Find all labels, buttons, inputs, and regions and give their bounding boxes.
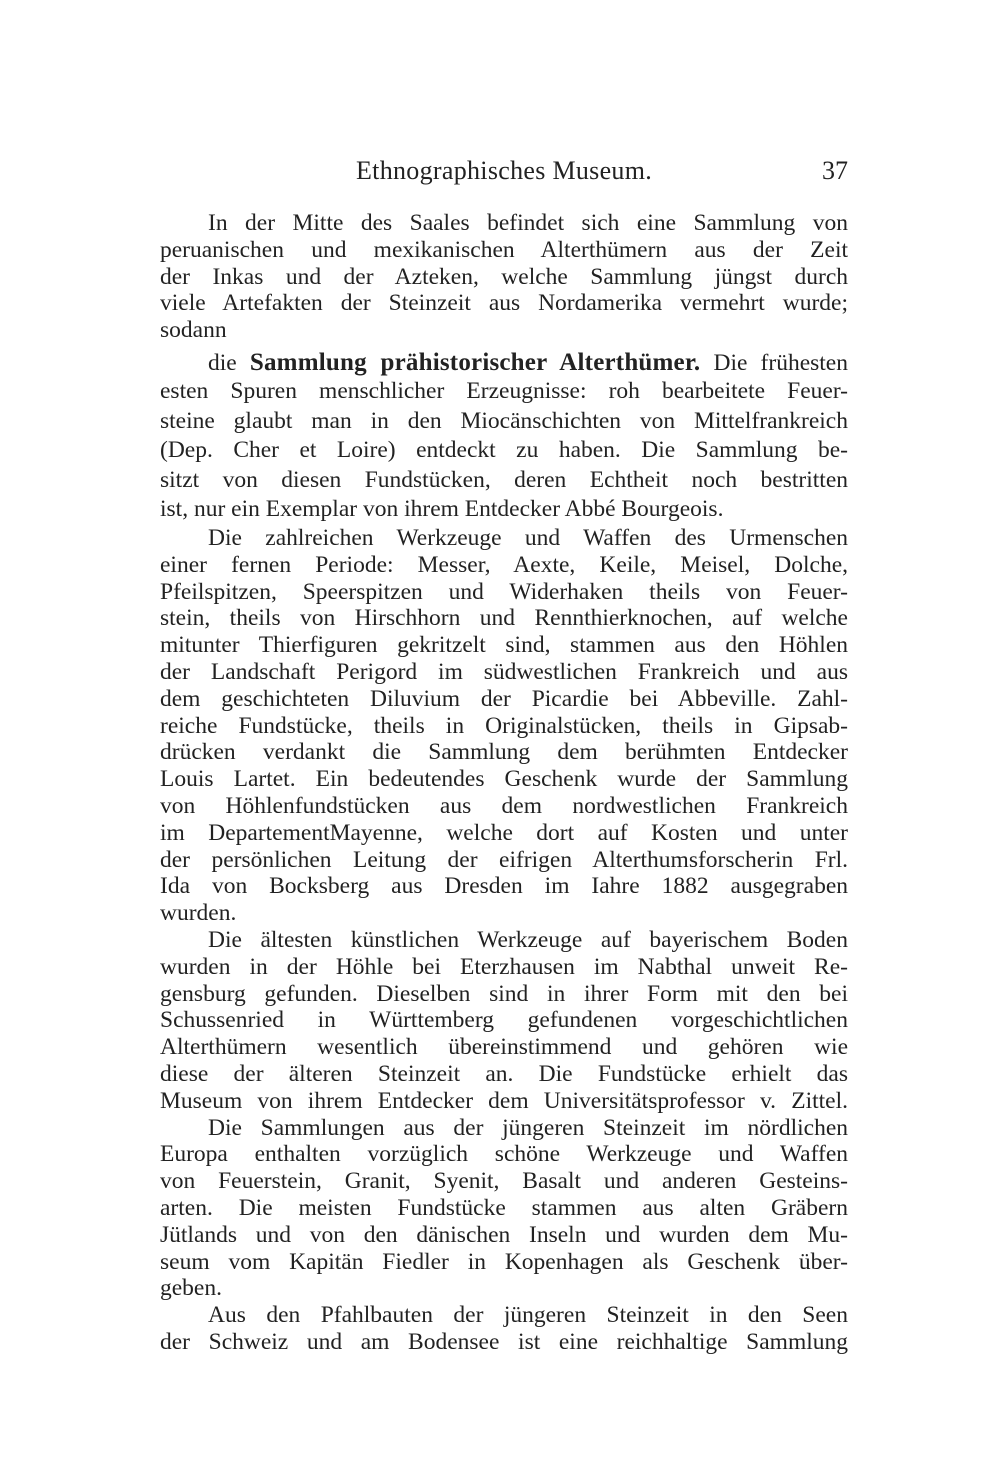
text-line: Pfeilspitzen, Speerspitzen und Widerhaken theils von Feuer-: [160, 578, 848, 605]
text-line: der Inkas und der Azteken, welche Sammlung jüngst durch: [160, 263, 848, 290]
text-line: drücken verdankt die Sammlung dem berühmten Entdecker: [160, 739, 848, 766]
text-line: diese der älteren Steinzeit an. Die Fundstücke erhielt das: [160, 1060, 848, 1087]
text-line: Alterthümern wesentlich übereinstimmend und gehören wie: [160, 1034, 848, 1061]
text-line: arten. Die meisten Fundstücke stammen aus alten Gräbern: [160, 1194, 848, 1221]
paragraph-3: [160, 525, 848, 927]
heading-lead: die: [208, 349, 237, 376]
text-line: einer fernen Periode: Messer, Aexte, Keile, Meisel, Dolche,: [160, 551, 848, 578]
page-number: 37: [822, 156, 848, 185]
text-line: steine glaubt man in den Miocänschichten von Mittelfrankreich: [160, 407, 848, 434]
text-line: der persönlichen Leitung der eifrigen Alterthumsforscherin Frl.: [160, 846, 848, 873]
text-line: In der Mitte des Saales befindet sich eine Sammlung von: [208, 210, 848, 236]
text-line: Ida von Bocksberg aus Dresden im Iahre 1882 ausgegraben: [160, 873, 848, 900]
text-line: stein, theils von Hirschhorn und Rennthierknochen, auf welche: [160, 605, 848, 632]
text-line: der Schweiz und am Bodensee ist eine reichhaltige Sammlung: [160, 1328, 848, 1355]
text-line: seum vom Kapitän Fiedler in Kopenhagen als Geschenk über-: [160, 1248, 848, 1275]
text-line: Jütlands und von den dänischen Inseln und wurden dem Mu-: [160, 1221, 848, 1248]
page-header: [160, 154, 848, 188]
paragraph-2: [160, 348, 848, 525]
text-line: dem geschichteten Diluvium der Picardie bei Abbeville. Zahl-: [160, 685, 848, 712]
paragraph-6: [160, 1302, 848, 1356]
text-line: der Landschaft Perigord im südwestlichen Frankreich und aus: [160, 658, 848, 685]
text-line: Aus den Pfahlbauten der jüngeren Steinzeit in den Seen: [208, 1302, 848, 1329]
heading-line: [160, 348, 848, 378]
text-line: Die ältesten künstlichen Werkzeuge auf bayerischem Boden: [208, 926, 848, 953]
text-line: gensburg gefunden. Dieselben sind in ihrer Form mit den bei: [160, 980, 848, 1007]
text-line: sitzt von diesen Fundstücken, deren Echtheit noch bestritten: [160, 466, 848, 493]
text-line: sodann: [160, 317, 227, 344]
text-line: Louis Lartet. Ein bedeutendes Geschenk wurde der Sammlung: [160, 766, 848, 793]
running-title: Ethnographisches Museum.: [356, 156, 653, 185]
text-line: peruanischen und mexikanischen Alterthümern aus der Zeit: [160, 236, 848, 263]
text-line: Europa enthalten vorzüglich schöne Werkzeuge und Waffen: [160, 1141, 848, 1168]
text-line: wurden in der Höhle bei Eterzhausen im Nabthal unweit Re-: [160, 953, 848, 980]
paragraph-4: [160, 927, 848, 1115]
heading-line-rest: Die frühesten: [713, 349, 848, 376]
text-line: wurden.: [160, 900, 237, 927]
section-heading: Sammlung prähistorischer Alterthümer.: [249, 348, 701, 376]
text-line: Die zahlreichen Werkzeuge und Waffen des Urmenschen: [208, 524, 848, 551]
text-line: (Dep. Cher et Loire) entdeckt zu haben. Die Sammlung be-: [160, 437, 848, 464]
text-line: Schussenried in Württemberg gefundenen vorgeschichtlichen: [160, 1007, 848, 1034]
paragraph-5: [160, 1115, 848, 1303]
text-line: Die Sammlungen aus der jüngeren Steinzeit im nördlichen: [208, 1114, 848, 1141]
text-line: esten Spuren menschlicher Erzeugnisse: roh bearbeitete Feuer-: [160, 378, 848, 405]
text-line: reiche Fundstücke, theils in Originalstücken, theils in Gipsab-: [160, 712, 848, 739]
text-line: ist, nur ein Exemplar von ihrem Entdecker Abbé Bourgeois.: [160, 496, 724, 523]
text-line: Museum von ihrem Entdecker dem Universitätsprofessor v. Zittel.: [160, 1087, 848, 1114]
text-line: geben.: [160, 1275, 222, 1302]
text-line: viele Artefakten der Steinzeit aus Nordamerika vermehrt wurde;: [160, 290, 848, 317]
paragraph-1: [160, 210, 848, 344]
text-line: von Feuerstein, Granit, Syenit, Basalt und anderen Gesteins-: [160, 1168, 848, 1195]
body-text: [160, 210, 848, 1356]
text-line: von Höhlenfundstücken aus dem nordwestlichen Frankreich: [160, 792, 848, 819]
text-line: im DepartementMayenne, welche dort auf Kosten und unter: [160, 819, 848, 846]
text-line: mitunter Thierfiguren gekritzelt sind, stammen aus den Höhlen: [160, 632, 848, 659]
